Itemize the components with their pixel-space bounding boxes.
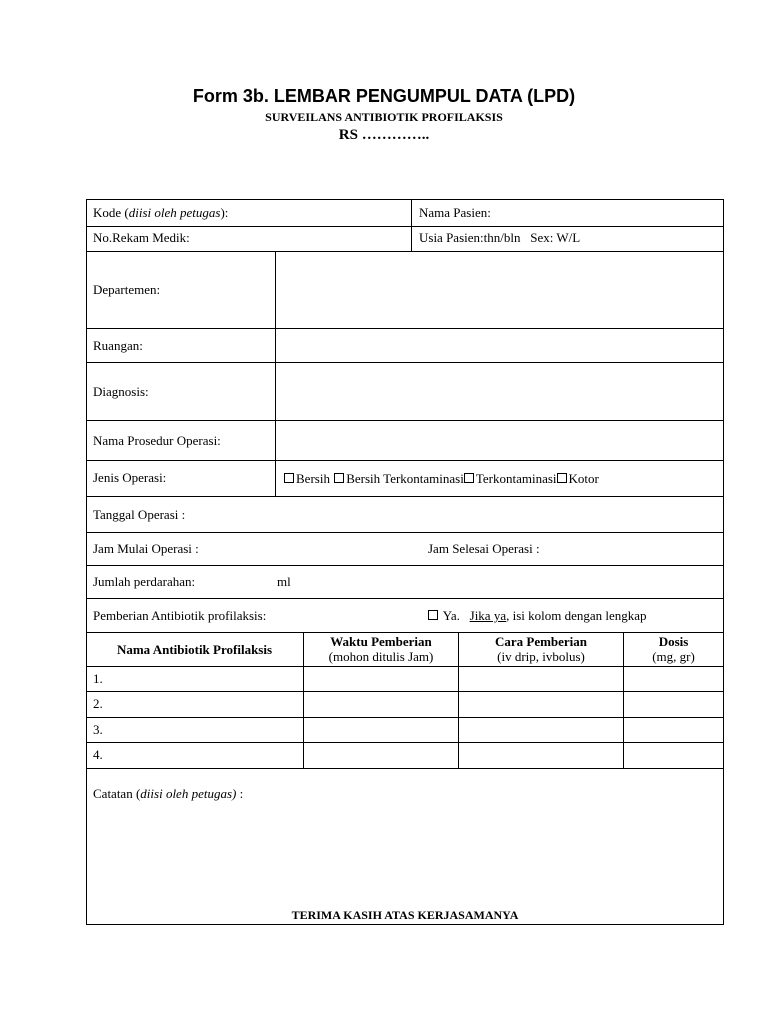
catatan-label: Catatan (diisi oleh petugas) :	[93, 786, 244, 801]
pemberian-antibiotik-answer	[427, 608, 647, 624]
tanggal-operasi-label: Tanggal Operasi :	[93, 507, 186, 522]
row-divider	[86, 460, 724, 461]
option-bersih-terkontaminasi: Bersih Terkontaminasi	[346, 471, 464, 486]
col-dosis: Dosis (mg, gr)	[652, 634, 695, 664]
pemberian-antibiotik-label: Pemberian Antibiotik profilaksis:	[93, 608, 267, 623]
table-border	[723, 199, 724, 925]
col-waktu-pemberian: Waktu Pemberian (mohon ditulis Jam)	[328, 634, 434, 664]
jenis-operasi-label: Jenis Operasi:	[93, 470, 167, 485]
jenis-operasi-options	[283, 471, 599, 487]
option-terkontaminasi: Terkontaminasi	[475, 471, 557, 486]
option-kotor: Kotor	[568, 471, 599, 486]
table-row-number: 3.	[93, 722, 103, 737]
table-border	[86, 199, 724, 200]
nama-pasien-label: Nama Pasien:	[419, 205, 491, 220]
row-divider	[86, 742, 724, 743]
jam-selesai-label: Jam Selesai Operasi :	[428, 541, 540, 556]
row-divider	[86, 251, 724, 252]
thank-you-note: TERIMA KASIH ATAS KERJASAMANYA	[291, 908, 519, 922]
ya-label: Ya.	[442, 608, 460, 623]
col-nama-antibiotik: Nama Antibiotik Profilaksis	[116, 642, 273, 657]
row-divider	[86, 226, 724, 227]
jika-ya-instruction: , isi kolom dengan lengkap	[506, 608, 647, 623]
row-divider	[86, 632, 724, 633]
row-divider	[86, 420, 724, 421]
row-divider	[86, 768, 724, 769]
row-divider	[86, 666, 724, 667]
row-divider	[86, 598, 724, 599]
checkbox-terkontaminasi[interactable]	[464, 473, 474, 483]
column-divider	[275, 251, 276, 497]
checkbox-bersih[interactable]	[284, 473, 294, 483]
table-border	[86, 199, 87, 925]
row-divider	[86, 496, 724, 497]
table-row-number: 1.	[93, 671, 103, 686]
table-border	[86, 924, 724, 925]
ml-unit-label: ml	[277, 574, 291, 589]
kode-label: Kode (diisi oleh petugas):	[93, 205, 229, 220]
nama-prosedur-label: Nama Prosedur Operasi:	[93, 433, 221, 448]
checkbox-kotor[interactable]	[557, 473, 567, 483]
col-cara-pemberian: Cara Pemberian (iv drip, ivbolus)	[494, 634, 588, 664]
data-collection-form	[86, 199, 724, 925]
row-divider	[86, 691, 724, 692]
form-title: Form 3b. LEMBAR PENGUMPUL DATA (LPD)	[192, 86, 576, 106]
jika-ya-label: Jika ya	[469, 608, 507, 623]
column-divider	[411, 199, 412, 252]
form-subtitle: SURVEILANS ANTIBIOTIK PROFILAKSIS	[265, 110, 503, 124]
table-row-number: 2.	[93, 696, 103, 711]
no-rekam-medik-label: No.Rekam Medik:	[93, 230, 190, 245]
diagnosis-label: Diagnosis:	[93, 384, 149, 399]
jam-mulai-label: Jam Mulai Operasi :	[93, 541, 199, 556]
usia-pasien-label: Usia Pasien:thn/bln Sex: W/L	[419, 230, 581, 245]
ruangan-label: Ruangan:	[93, 338, 143, 353]
row-divider	[86, 565, 724, 566]
checkbox-bersih-terkontaminasi[interactable]	[334, 473, 344, 483]
jumlah-perdarahan-label: Jumlah perdarahan:	[93, 574, 196, 589]
row-divider	[86, 328, 724, 329]
row-divider	[86, 532, 724, 533]
row-divider	[86, 717, 724, 718]
row-divider	[86, 362, 724, 363]
checkbox-ya[interactable]	[428, 610, 438, 620]
option-bersih: Bersih	[296, 471, 330, 486]
table-row-number: 4.	[93, 747, 103, 762]
departemen-label: Departemen:	[93, 282, 161, 297]
hospital-name: RS …………..	[338, 127, 430, 143]
